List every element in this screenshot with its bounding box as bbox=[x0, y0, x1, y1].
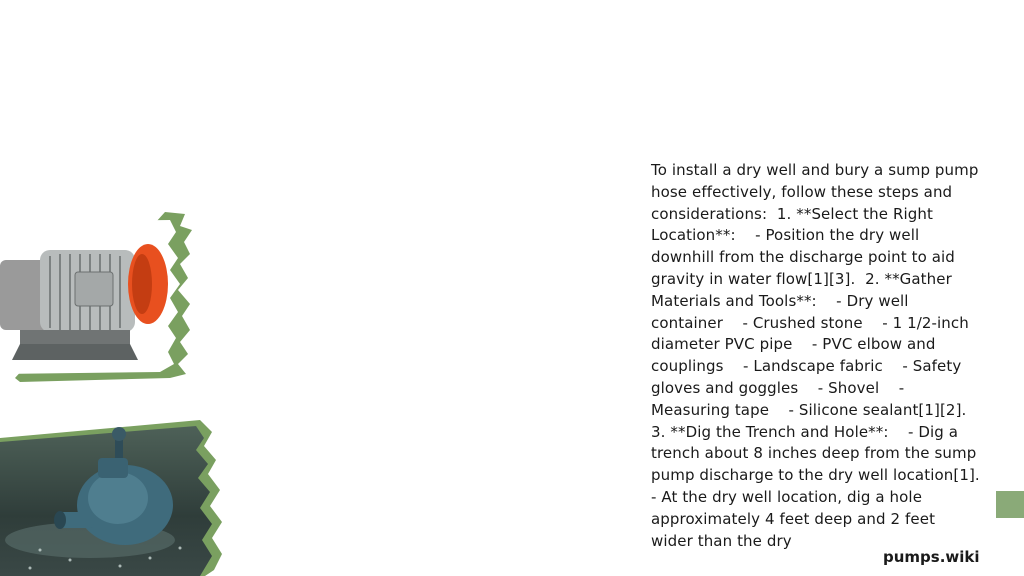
article-text: To install a dry well and bury a sump pump hose effectively, follow these steps and considerations: 1. **Select the Right Location**: - Position the dry well downhill from the discharge point to aid gravity in water flow[1][3]. 2. **Gather Materials and Tools**: - Dry well container - Crushed stone - 1 1/2-inch diameter PVC pipe - PVC elbow and couplings - Landscape fabric - Safety gloves and goggles - Shovel - Measuring tape - Silicone sealant[1][2]. 3. **Dig the Trench and Hole**: - Dig a trench about 8 inches deep from the sump pump discharge to the dry well location[1]. - At the dry well location, dig a hole approximately 4 feet deep and 2 feet wider than the dry bbox=[651, 161, 1000, 550]
accent-block bbox=[996, 491, 1024, 518]
submerged-sump-pump-image bbox=[0, 420, 232, 576]
electric-pump-motor-image bbox=[0, 212, 200, 382]
site-watermark: pumps.wiki bbox=[883, 548, 980, 566]
